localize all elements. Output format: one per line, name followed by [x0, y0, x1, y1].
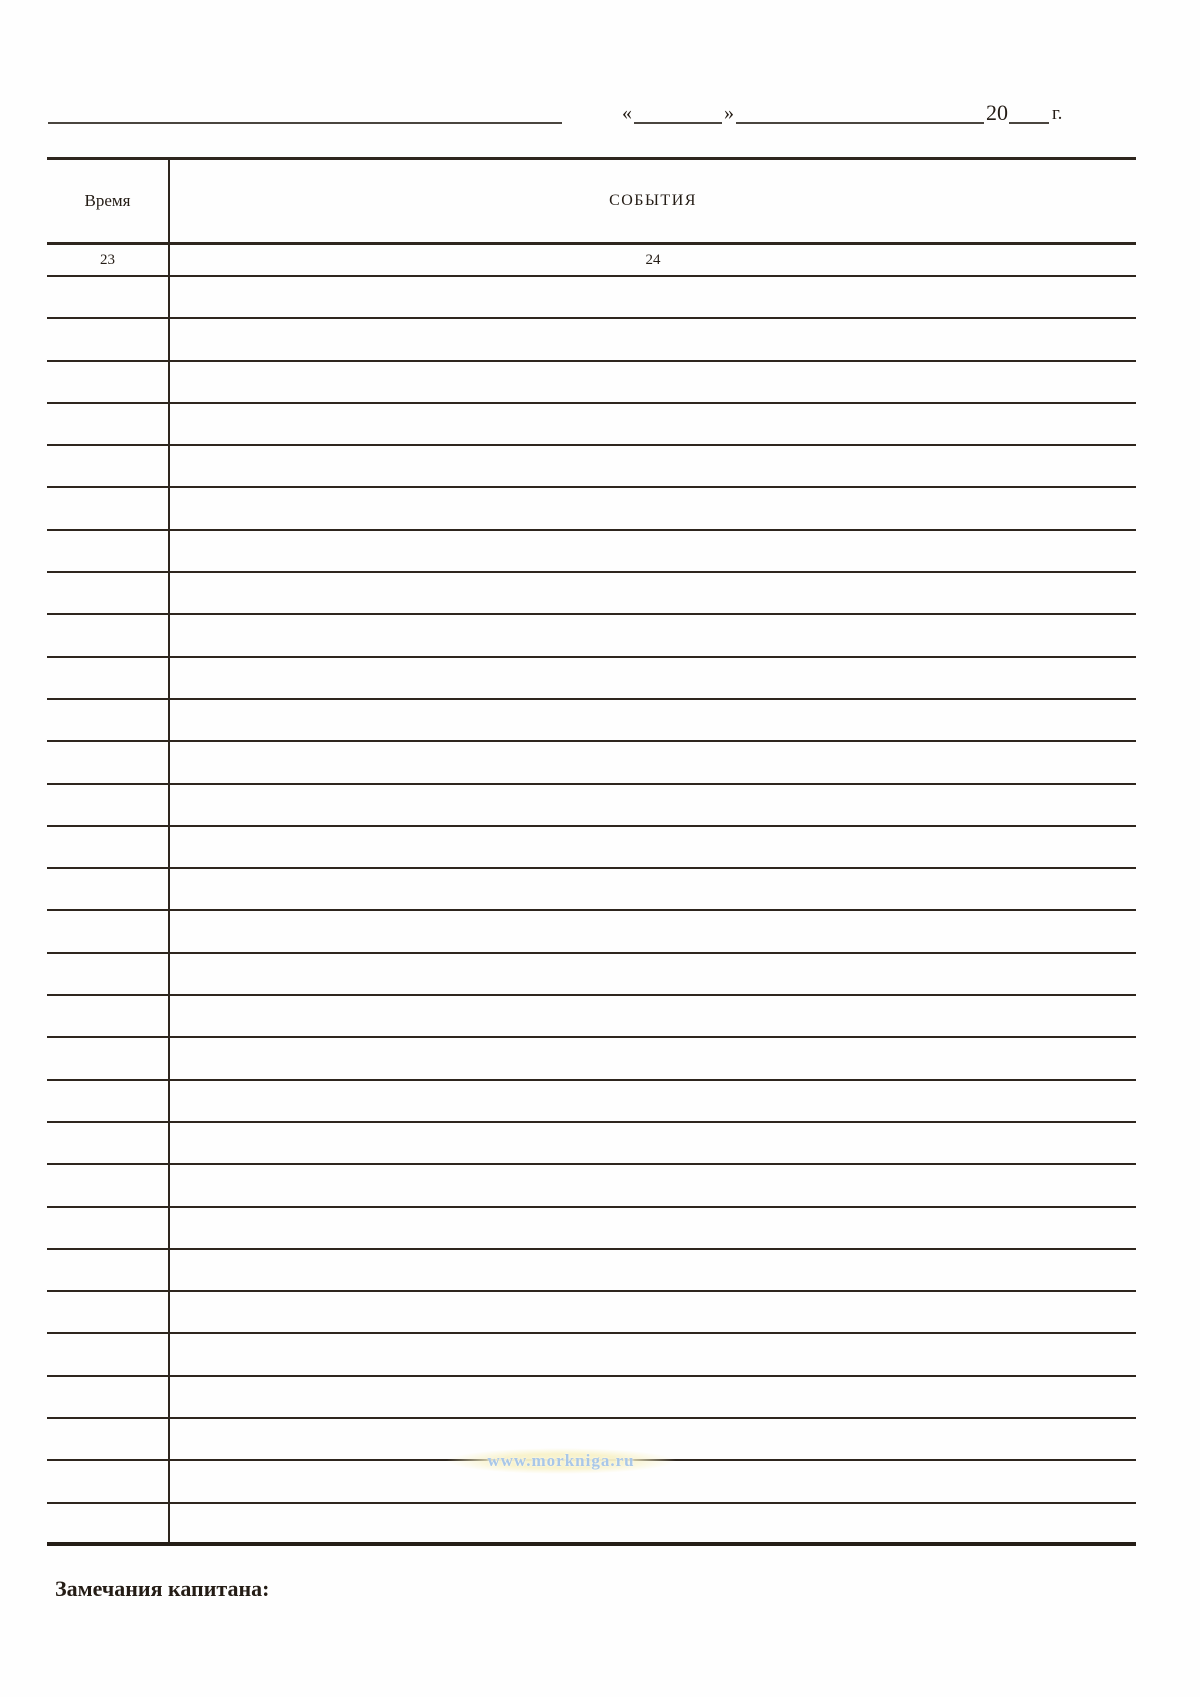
- time-cell: [47, 1081, 170, 1121]
- events-column-header: СОБЫТИЯ: [609, 192, 697, 209]
- events-cell: [170, 319, 1136, 359]
- events-column-number: 24: [645, 251, 661, 268]
- events-cell: [170, 827, 1136, 867]
- table-row: [47, 1504, 1136, 1546]
- events-cell: [170, 1504, 1136, 1542]
- time-cell: [47, 1292, 170, 1332]
- events-cell: [170, 996, 1136, 1036]
- time-cell: [47, 404, 170, 444]
- table-row: [47, 319, 1136, 361]
- events-cell: [170, 1208, 1136, 1248]
- table-row: [47, 827, 1136, 869]
- events-cell: [170, 277, 1136, 317]
- time-cell: [47, 531, 170, 571]
- table-row: [47, 1165, 1136, 1207]
- events-cell: [170, 869, 1136, 909]
- time-cell: [47, 319, 170, 359]
- table-row: [47, 785, 1136, 827]
- year-century-text: 20: [986, 100, 1008, 125]
- table-row: [47, 573, 1136, 615]
- time-cell: [47, 446, 170, 486]
- events-cell: [170, 742, 1136, 782]
- events-cell: [170, 1038, 1136, 1078]
- table-row: [47, 531, 1136, 573]
- time-cell: [47, 1504, 170, 1542]
- events-cell: [170, 404, 1136, 444]
- month-blank-line: [736, 116, 984, 124]
- watermark-text: www.morkniga.ru: [446, 1448, 676, 1474]
- table-row: [47, 996, 1136, 1038]
- time-cell: [47, 1123, 170, 1163]
- time-cell: [47, 1419, 170, 1459]
- events-cell: [170, 1081, 1136, 1121]
- events-cell: [170, 1292, 1136, 1332]
- events-cell: [170, 1250, 1136, 1290]
- time-cell: [47, 869, 170, 909]
- events-cell: [170, 911, 1136, 951]
- time-cell: [47, 1377, 170, 1417]
- table-row: [47, 1334, 1136, 1376]
- table-row: [47, 446, 1136, 488]
- events-cell: [170, 658, 1136, 698]
- captain-remarks-label: Замечания капитана:: [55, 1576, 270, 1601]
- time-cell: [47, 1208, 170, 1248]
- time-cell: [47, 1461, 170, 1501]
- time-cell: [47, 1165, 170, 1205]
- events-cell: [170, 1123, 1136, 1163]
- table-row: [47, 1292, 1136, 1334]
- time-cell: [47, 1250, 170, 1290]
- table-blank-rows: [47, 277, 1136, 1546]
- table-row: [47, 488, 1136, 530]
- time-cell: [47, 488, 170, 528]
- events-cell: [170, 488, 1136, 528]
- events-cell: [170, 362, 1136, 402]
- time-cell: [47, 277, 170, 317]
- events-cell: [170, 1377, 1136, 1417]
- time-cell: [47, 911, 170, 951]
- table-row: [47, 1123, 1136, 1165]
- table-row: [47, 362, 1136, 404]
- table-row: [47, 911, 1136, 953]
- time-cell: [47, 658, 170, 698]
- time-column-header: Время: [47, 160, 170, 242]
- events-cell: [170, 1165, 1136, 1205]
- time-cell: [47, 742, 170, 782]
- table-row: [47, 700, 1136, 742]
- close-quote: »: [724, 102, 734, 124]
- events-cell: [170, 785, 1136, 825]
- time-cell: [47, 615, 170, 655]
- time-cell: [47, 954, 170, 994]
- events-log-table: [47, 157, 1136, 1546]
- table-row: [47, 742, 1136, 784]
- time-cell: [47, 996, 170, 1036]
- events-cell: [170, 446, 1136, 486]
- events-cell: [170, 954, 1136, 994]
- column-number-row: [47, 245, 1136, 277]
- table-header-row: [47, 160, 1136, 245]
- date-fill-in: [620, 88, 1080, 124]
- year-suffix-text: г.: [1052, 103, 1063, 124]
- table-row: [47, 869, 1136, 911]
- events-cell: [170, 615, 1136, 655]
- table-row: [47, 1208, 1136, 1250]
- table-row: [47, 1081, 1136, 1123]
- table-row: [47, 404, 1136, 446]
- table-row: [47, 615, 1136, 657]
- events-cell: [170, 700, 1136, 740]
- year-blank-line: [1009, 116, 1049, 124]
- table-row: [47, 1250, 1136, 1292]
- table-row: [47, 277, 1136, 319]
- time-cell: [47, 827, 170, 867]
- events-cell: [170, 573, 1136, 613]
- table-row: [47, 658, 1136, 700]
- time-cell: [47, 1334, 170, 1374]
- time-cell: [47, 573, 170, 613]
- time-column-number: 23: [47, 245, 170, 275]
- day-blank-line: [634, 116, 722, 124]
- table-row: [47, 954, 1136, 996]
- table-row: [47, 1377, 1136, 1419]
- title-blank-line: [48, 104, 562, 124]
- time-cell: [47, 1038, 170, 1078]
- events-cell: [170, 531, 1136, 571]
- table-row: [47, 1038, 1136, 1080]
- events-cell: [170, 1334, 1136, 1374]
- time-cell: [47, 785, 170, 825]
- open-quote: «: [622, 102, 632, 124]
- time-cell: [47, 362, 170, 402]
- time-cell: [47, 700, 170, 740]
